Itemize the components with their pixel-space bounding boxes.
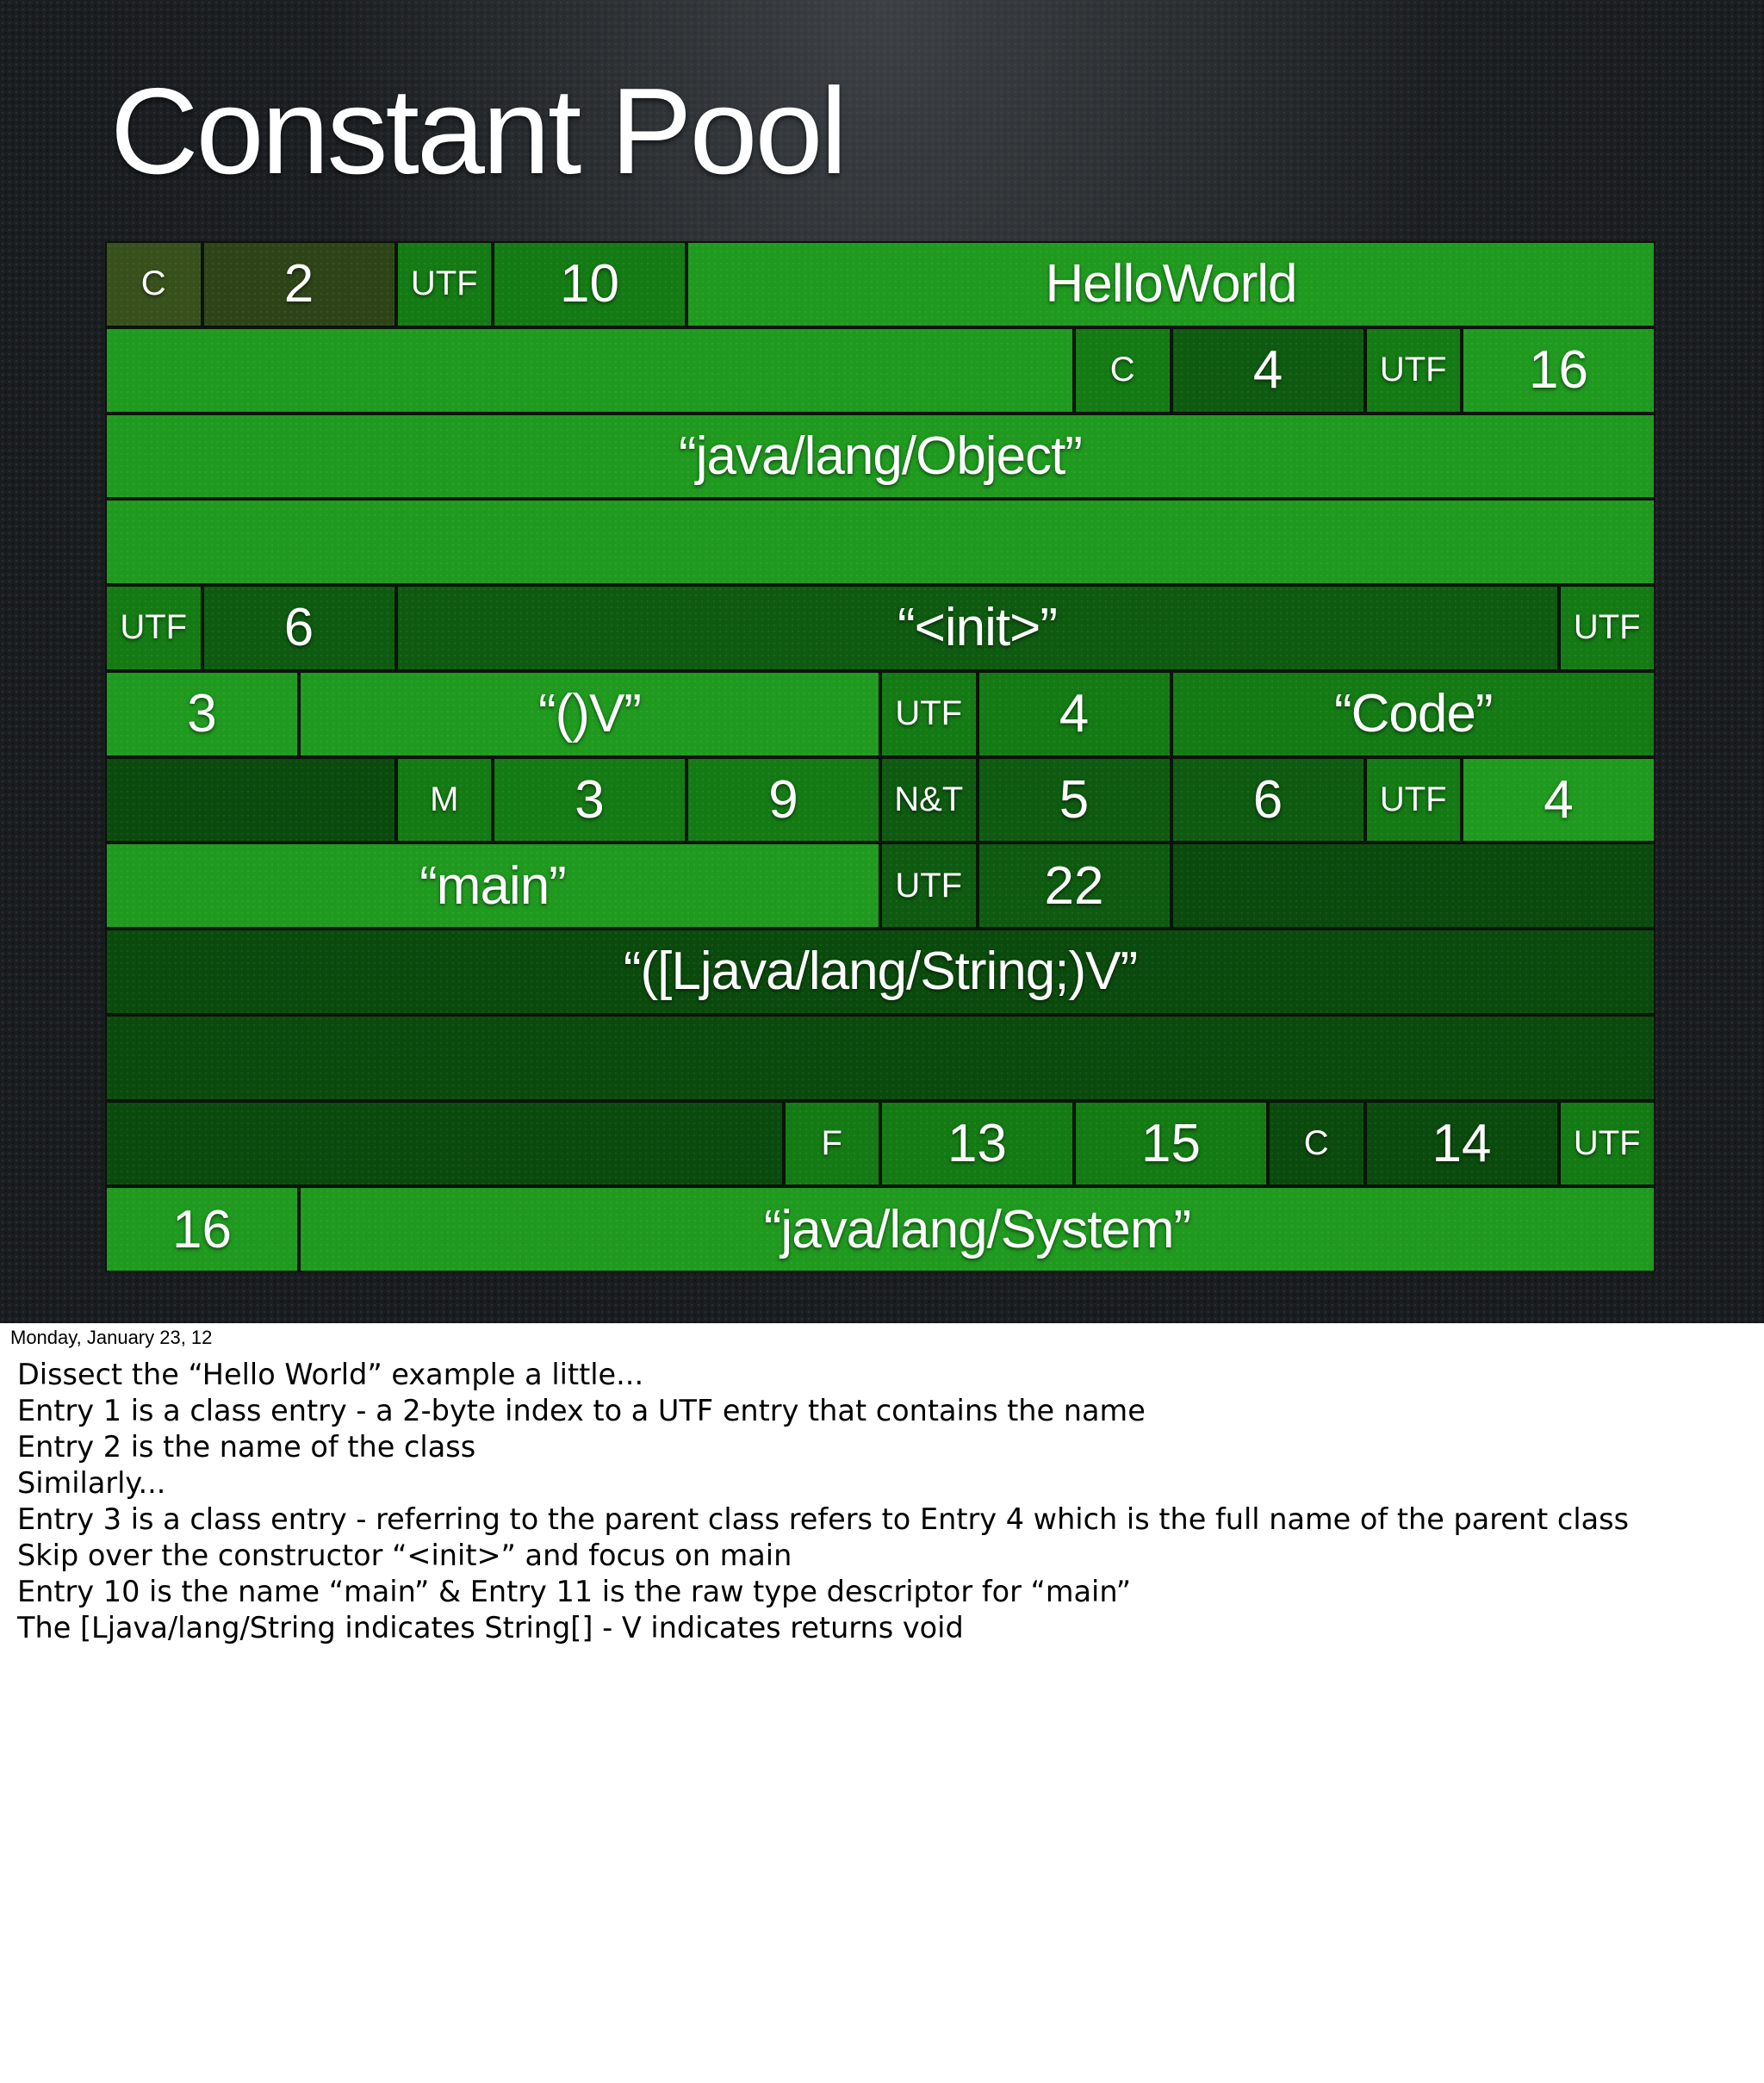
pool-cell-tag: C	[105, 241, 202, 327]
pool-cell-num: 9	[686, 757, 880, 843]
pool-cell-num: 4	[978, 671, 1171, 757]
pool-cell-str: “<init>”	[396, 585, 1559, 671]
pool-cell-tag: M	[396, 757, 494, 843]
pool-cell-num: 10	[493, 241, 686, 327]
pool-cell-str: “()V”	[299, 671, 880, 757]
note-line: Entry 2 is the name of the class	[17, 1430, 476, 1464]
pool-cell-num: 15	[1074, 1101, 1268, 1187]
pool-cell-continuation	[105, 1015, 1655, 1101]
note-line: Entry 1 is a class entry - a 2-byte index to a UTF entry that contains the name	[17, 1394, 1146, 1427]
pool-cell-tag: UTF	[396, 241, 494, 327]
pool-cell-num: 6	[202, 585, 396, 671]
note-line: Skip over the constructor “<init>” and focus on main	[17, 1539, 792, 1572]
pool-cell-tag: N&T	[880, 757, 978, 843]
pool-cell-num: 16	[105, 1186, 299, 1272]
pool-cell-tag: C	[1074, 327, 1171, 413]
pool-cell-continuation	[105, 1101, 784, 1187]
pool-cell-num: 4	[1462, 757, 1655, 843]
pool-cell-num: 13	[880, 1101, 1074, 1187]
pool-cell-tag: F	[784, 1101, 881, 1187]
pool-cell-tag: C	[1268, 1101, 1365, 1187]
pool-cell-continuation	[1171, 843, 1656, 929]
pool-cell-tag: UTF	[1365, 327, 1463, 413]
constant-pool-grid	[105, 241, 1655, 1272]
pool-cell-continuation	[105, 499, 1655, 585]
pool-cell-str: “java/lang/System”	[299, 1186, 1655, 1272]
pool-cell-num: 3	[493, 757, 686, 843]
pool-cell-str: “main”	[105, 843, 880, 929]
slide-date: Monday, January 23, 12	[10, 1327, 213, 1348]
note-line: Entry 10 is the name “main” & Entry 11 is the raw type descriptor for “main”	[17, 1575, 1132, 1608]
pool-cell-tag: UTF	[105, 585, 202, 671]
pool-cell-num: 3	[105, 671, 299, 757]
speaker-notes	[17, 1357, 1629, 1646]
pool-cell-num: 5	[978, 757, 1171, 843]
pool-cell-tag: UTF	[1559, 585, 1656, 671]
pool-cell-tag: UTF	[880, 843, 978, 929]
pool-cell-tag: UTF	[1365, 757, 1463, 843]
pool-cell-num: 16	[1462, 327, 1655, 413]
pool-cell-str: “java/lang/Object”	[105, 413, 1655, 500]
note-line: The [Ljava/lang/String indicates String[] - V indicates returns void	[17, 1611, 964, 1645]
pool-cell-num: 2	[202, 241, 396, 327]
note-line: Similarly...	[17, 1466, 166, 1500]
pool-cell-num: 14	[1365, 1101, 1559, 1187]
pool-cell-continuation	[105, 327, 1074, 413]
pool-cell-str: HelloWorld	[686, 241, 1655, 327]
pool-cell-str: “([Ljava/lang/String;)V”	[105, 929, 1655, 1015]
slide-title: Constant Pool	[110, 63, 846, 200]
pool-cell-str: “Code”	[1171, 671, 1656, 757]
pool-cell-tag: UTF	[880, 671, 978, 757]
pool-cell-num: 22	[978, 843, 1171, 929]
note-line: Dissect the “Hello World” example a little...	[17, 1358, 644, 1391]
pool-cell-num: 4	[1171, 327, 1365, 413]
note-line: Entry 3 is a class entry - referring to the parent class refers to Entry 4 which is the full name of the parent class	[17, 1502, 1630, 1536]
pool-cell-tag: UTF	[1559, 1101, 1656, 1187]
pool-cell-num: 6	[1171, 757, 1365, 843]
pool-cell-continuation	[105, 757, 396, 843]
